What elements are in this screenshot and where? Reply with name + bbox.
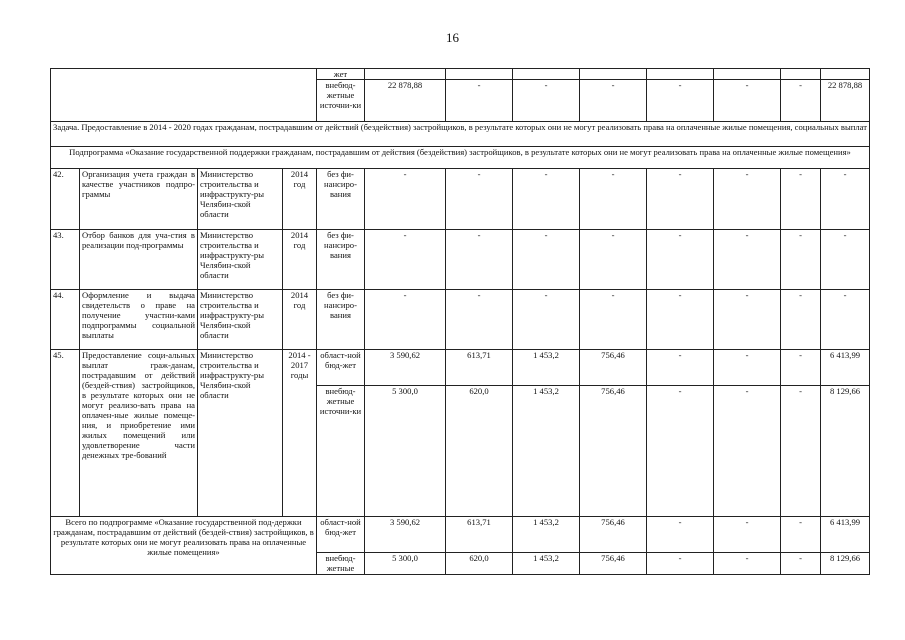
table-row-42 bbox=[51, 169, 870, 230]
value-cell: 756,46 bbox=[580, 386, 647, 517]
row-period: 2014 год bbox=[283, 169, 317, 230]
value-cell: - bbox=[446, 80, 513, 122]
value-cell: 3 590,62 bbox=[365, 517, 446, 553]
value-cell: 756,46 bbox=[580, 517, 647, 553]
source-cell: внебюд-жетные источни-ки bbox=[317, 80, 365, 122]
task-title: Задача. Предоставление в 2014 - 2020 годах гражданам, пострадавшим от действий (бездействия) застройщиков, в результате которых они не могут реализовать права на оплаченные жилые помещения, социальных выплат bbox=[51, 122, 870, 147]
row-source: без фи-нансиро-вания bbox=[317, 169, 365, 230]
total-cell: 8 129,66 bbox=[821, 386, 870, 517]
row-executor: Министерство строительства и инфраструкту-ры Челябин-ской области bbox=[198, 350, 283, 517]
row-number: 42. bbox=[51, 169, 80, 230]
value-cell: - bbox=[647, 80, 714, 122]
task-row bbox=[51, 122, 870, 147]
row-executor: Министерство строительства и инфраструкту-ры Челябин-ской области bbox=[198, 169, 283, 230]
value-cell: 756,46 bbox=[580, 553, 647, 575]
value-cell: 613,71 bbox=[446, 350, 513, 386]
value-cell: - bbox=[714, 517, 781, 553]
value-cell: - bbox=[647, 230, 714, 290]
value-cell: 756,46 bbox=[580, 350, 647, 386]
source-cell: жет bbox=[317, 69, 365, 80]
value-cell: - bbox=[365, 290, 446, 350]
value-cell: 1 453,2 bbox=[513, 350, 580, 386]
page-number: 16 bbox=[446, 30, 459, 45]
value-cell: - bbox=[781, 80, 821, 122]
value-cell: - bbox=[821, 169, 870, 230]
value-cell: 613,71 bbox=[446, 517, 513, 553]
value-cell: - bbox=[781, 230, 821, 290]
value-cell: 1 453,2 bbox=[513, 386, 580, 517]
value-cell: - bbox=[781, 553, 821, 575]
value-cell: - bbox=[513, 230, 580, 290]
value-cell: - bbox=[714, 290, 781, 350]
total-cell: 6 413,99 bbox=[821, 517, 870, 553]
value-cell: - bbox=[781, 517, 821, 553]
value-cell: - bbox=[580, 169, 647, 230]
row-period: 2014 год bbox=[283, 230, 317, 290]
value-cell: - bbox=[580, 290, 647, 350]
value-cell: - bbox=[580, 80, 647, 122]
value-cell: - bbox=[781, 350, 821, 386]
row-number: 43. bbox=[51, 230, 80, 290]
value-cell: - bbox=[714, 230, 781, 290]
value-cell: - bbox=[580, 230, 647, 290]
row-period: 2014 - 2017 годы bbox=[283, 350, 317, 517]
value-cell: - bbox=[781, 169, 821, 230]
continuation-blank-cell bbox=[51, 69, 317, 122]
value-cell: 1 453,2 bbox=[513, 553, 580, 575]
row-executor: Министерство строительства и инфраструкту-ры Челябин-ской области bbox=[198, 230, 283, 290]
value-cell: - bbox=[513, 80, 580, 122]
value-cell: 620,0 bbox=[446, 386, 513, 517]
value-cell: - bbox=[781, 386, 821, 517]
table-row-45 bbox=[51, 350, 870, 386]
value-cell: 5 300,0 bbox=[365, 553, 446, 575]
continuation-row-1 bbox=[51, 69, 870, 80]
total-cell: 6 413,99 bbox=[821, 350, 870, 386]
subprogram-total-row bbox=[51, 517, 870, 553]
value-cell: - bbox=[714, 350, 781, 386]
row-number: 44. bbox=[51, 290, 80, 350]
value-cell: - bbox=[446, 169, 513, 230]
row-period: 2014 год bbox=[283, 290, 317, 350]
value-cell: 620,0 bbox=[446, 553, 513, 575]
row-source: без фи-нансиро-вания bbox=[317, 230, 365, 290]
row-source: област-ной бюд-жет bbox=[317, 350, 365, 386]
value-cell: - bbox=[446, 290, 513, 350]
total-cell: 8 129,66 bbox=[821, 553, 870, 575]
value-cell: - bbox=[365, 169, 446, 230]
value-cell: - bbox=[714, 169, 781, 230]
program-table bbox=[50, 68, 870, 575]
row-name: Оформление и выдача свидетельств о праве на получение участни-ками подпрограммы социальной выплаты bbox=[80, 290, 198, 350]
row-number: 45. bbox=[51, 350, 80, 517]
value-cell: - bbox=[714, 80, 781, 122]
value-cell: - bbox=[446, 230, 513, 290]
value-cell: - bbox=[647, 169, 714, 230]
subprogram-title: Подпрограмма «Оказание государственной поддержки гражданам, пострадавшим от действия (бездействия) застройщиков, в результате которых они не могут реализовать права на оплаченные жилые помещения» bbox=[51, 147, 870, 169]
row-source: без фи-нансиро-вания bbox=[317, 290, 365, 350]
row-source: област-ной бюд-жет bbox=[317, 517, 365, 553]
value-cell: - bbox=[647, 553, 714, 575]
row-name: Предоставление соци-альных выплат граж-данам, пострадавшим от действий (бездей-ствия) застройщиков, в результате которых они не могут реализо-вать права на оплачен-ные жилые помеще-ния, и приобретение ими жилых помещений или удовлетворение части денежных тре-бований bbox=[80, 350, 198, 517]
row-source: внебюд-жетные bbox=[317, 553, 365, 575]
value-cell: - bbox=[513, 169, 580, 230]
value-cell: - bbox=[821, 230, 870, 290]
table-row-43 bbox=[51, 230, 870, 290]
subprogram-total-label: Всего по подпрограмме «Оказание государственной под-держки гражданам, пострадавшим от действий (бездей-ствия) застройщиков, в результате которых они не могут реализовать права на оплаченные жилые помещения» bbox=[51, 517, 317, 575]
value-cell: - bbox=[365, 230, 446, 290]
value-cell: - bbox=[714, 386, 781, 517]
subprogram-row bbox=[51, 147, 870, 169]
value-cell: - bbox=[647, 517, 714, 553]
value-cell: - bbox=[714, 553, 781, 575]
row-name: Отбор банков для уча-стия в реализации под-программы bbox=[80, 230, 198, 290]
value-cell: 3 590,62 bbox=[365, 350, 446, 386]
value-cell: - bbox=[781, 290, 821, 350]
value-cell: - bbox=[513, 290, 580, 350]
value-cell: - bbox=[647, 386, 714, 517]
value-cell: - bbox=[647, 350, 714, 386]
total-cell: 22 878,88 bbox=[821, 80, 870, 122]
value-cell: 5 300,0 bbox=[365, 386, 446, 517]
value-cell: - bbox=[647, 290, 714, 350]
row-source: внебюд-жетные источни-ки bbox=[317, 386, 365, 517]
value-cell: 1 453,2 bbox=[513, 517, 580, 553]
row-name: Организация учета граждан в качестве участников подпро-граммы bbox=[80, 169, 198, 230]
value-cell: - bbox=[821, 290, 870, 350]
value-cell: 22 878,88 bbox=[365, 80, 446, 122]
row-executor: Министерство строительства и инфраструкту-ры Челябин-ской области bbox=[198, 290, 283, 350]
table-row-44 bbox=[51, 290, 870, 350]
